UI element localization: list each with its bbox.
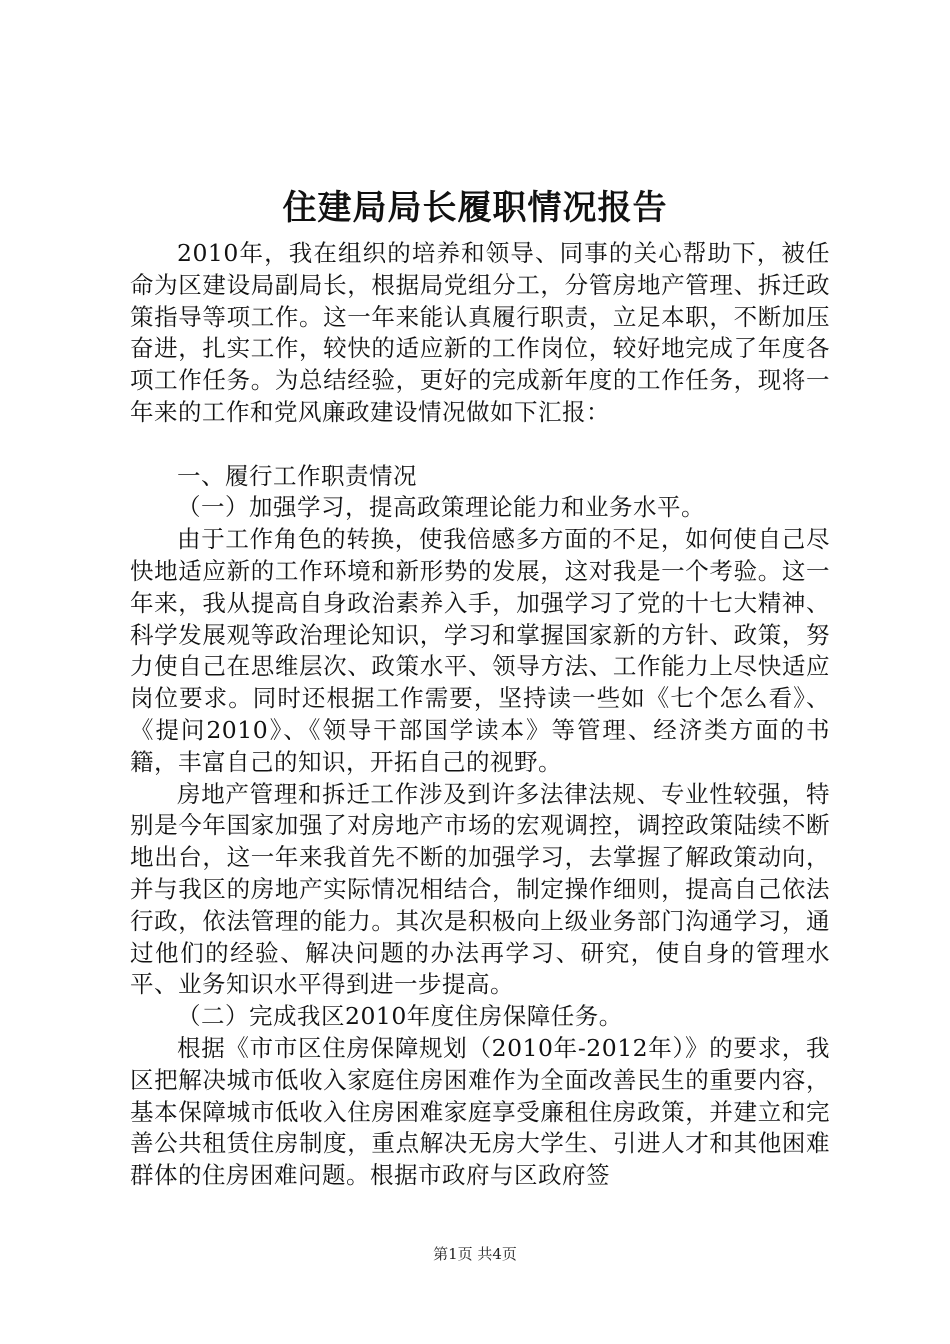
document-title: 住建局局长履职情况报告 [282,188,668,228]
paragraph-real-estate: 房地产管理和拆迁工作涉及到许多法律法规、专业性较强，特别是今年国家加强了对房地产市场的宏观调控，调控政策陆续不断地出台，这一年来我首先不断的加强学习，去掌握了解政策动向，并与我区的房地产实际情况相结合，制定操作细则，提高自己依法行政，依法管理的能力。其次是积极向上级业务部门沟通学习，通过他们的经验、解决问题的办法再学习、研究，使自身的管理水平、业务知识水平得到进一步提高。 [130,779,830,999]
page-footer: 第1页 共4页 [433,1245,517,1263]
section-heading-1: 一、履行工作职责情况 [177,461,417,490]
subsection-heading-2: （二）完成我区2010年度住房保障任务。 [177,1002,623,1031]
paragraph-study: 由于工作角色的转换，使我倍感多方面的不足，如何使自己尽快地适应新的工作环境和新形势的发展，这对我是一个考验。这一年来，我从提高自身政治素养入手，加强学习了党的十七大精神、科学发展观等政治理论知识，学习和掌握国家新的方针、政策，努力使自己在思维层次、政策水平、领导方法、工作能力上尽快适应岗位要求。同时还根据工作需要，坚持读一些如《七个怎么看》、《提问2010》、《领导干部国学读本》等管理、经济类方面的书籍，丰富自己的知识，开拓自己的视野。 [130,525,830,776]
subsection-heading-1: （一）加强学习，提高政策理论能力和业务水平。 [177,493,705,522]
document-body [130,238,830,1192]
paragraph-housing: 根据《市市区住房保障规划（2010年-2012年）》的要求，我区把解决城市低收入家庭住房困难作为全面改善民生的重要内容，基本保障城市低收入住房困难家庭享受廉租住房政策，并建立和完善公共租赁住房制度，重点解决无房大学生、引进人才和其他困难群体的住房困难问题。根据市政府与区政府签 [130,1033,830,1190]
paragraph-intro: 2010年，我在组织的培养和领导、同事的关心帮助下，被任命为区建设局副局长，根据局党组分工，分管房地产管理、拆迁政策指导等项工作。这一年来能认真履行职责，立足本职，不断加压奋进，扎实工作，较快的适应新的工作岗位，较好地完成了年度各项工作任务。为总结经验，更好的完成新年度的工作任务，现将一年来的工作和党风廉政建设情况做如下汇报： [130,239,830,426]
